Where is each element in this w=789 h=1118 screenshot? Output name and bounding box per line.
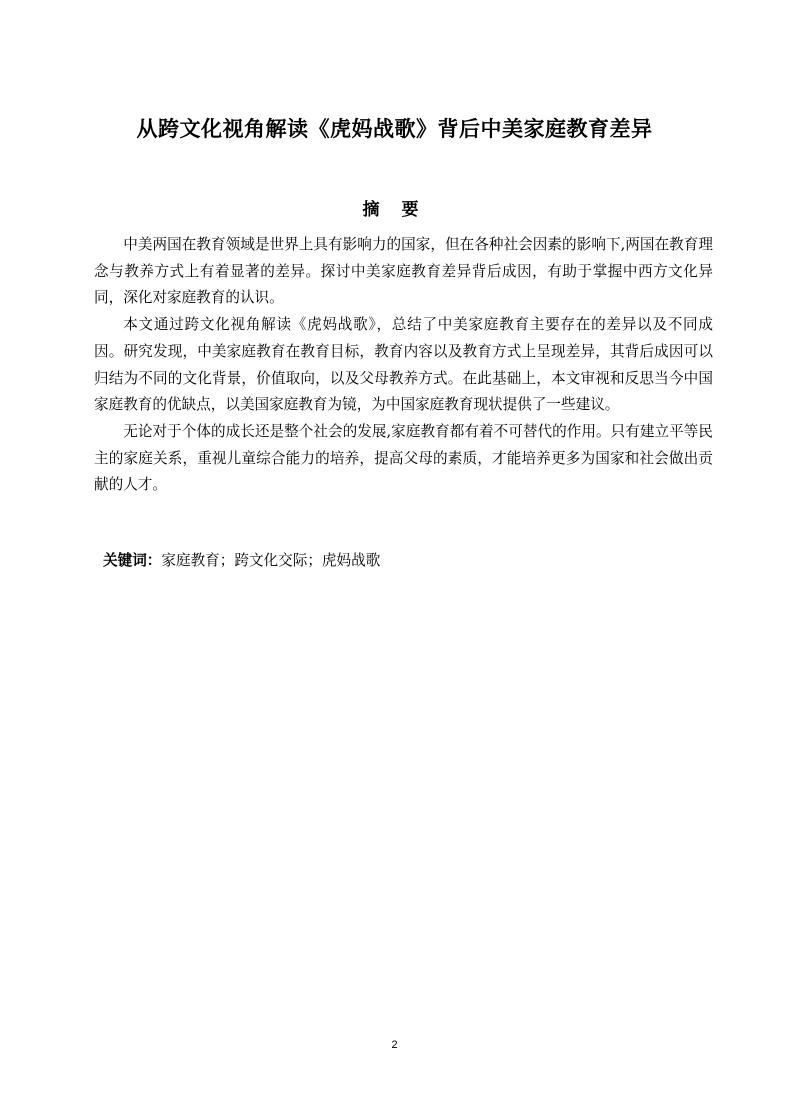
document-title: 从跨文化视角解读《虎妈战歌》背后中美家庭教育差异 [136, 117, 653, 141]
abstract-paragraph-3: 无论对于个体的成长还是整个社会的发展,家庭教育都有着不可替代的作用。只有建立平等民主的家庭关系，重视儿童综合能力的培养，提高父母的素质，才能培养更多为国家和社会做出贡献的人才。 [94, 422, 713, 494]
abstract-paragraph-1: 中美两国在教育领域是世界上具有影响力的国家，但在各种社会因素的影响下,两国在教育理念与教养方式上有着显著的差异。探讨中美家庭教育差异背后成因，有助于掌握中西方文化异同，深化对家庭教育的认识。 [94, 236, 713, 307]
page-number: 2 [391, 1039, 398, 1051]
abstract-body [94, 232, 713, 499]
abstract-paragraph-2: 本文通过跨文化视角解读《虎妈战歌》，总结了中美家庭教育主要存在的差异以及不同成因。研究发现，中美家庭教育在教育目标，教育内容以及教育方式上呈现差异，其背后成因可以归结为不同的文化背景，价值取向，以及父母教养方式。在此基础上，本文审视和反思当今中国家庭教育的优缺点，以美国家庭教育为镜，为中国家庭教育现状提供了一些建议。 [94, 316, 713, 414]
abstract-heading: 摘 要 [362, 200, 427, 220]
keywords-text: 家庭教育；跨文化交际；虎妈战歌 [161, 552, 381, 569]
keywords-line [103, 548, 713, 574]
keywords-label: 关键词： [103, 552, 162, 569]
